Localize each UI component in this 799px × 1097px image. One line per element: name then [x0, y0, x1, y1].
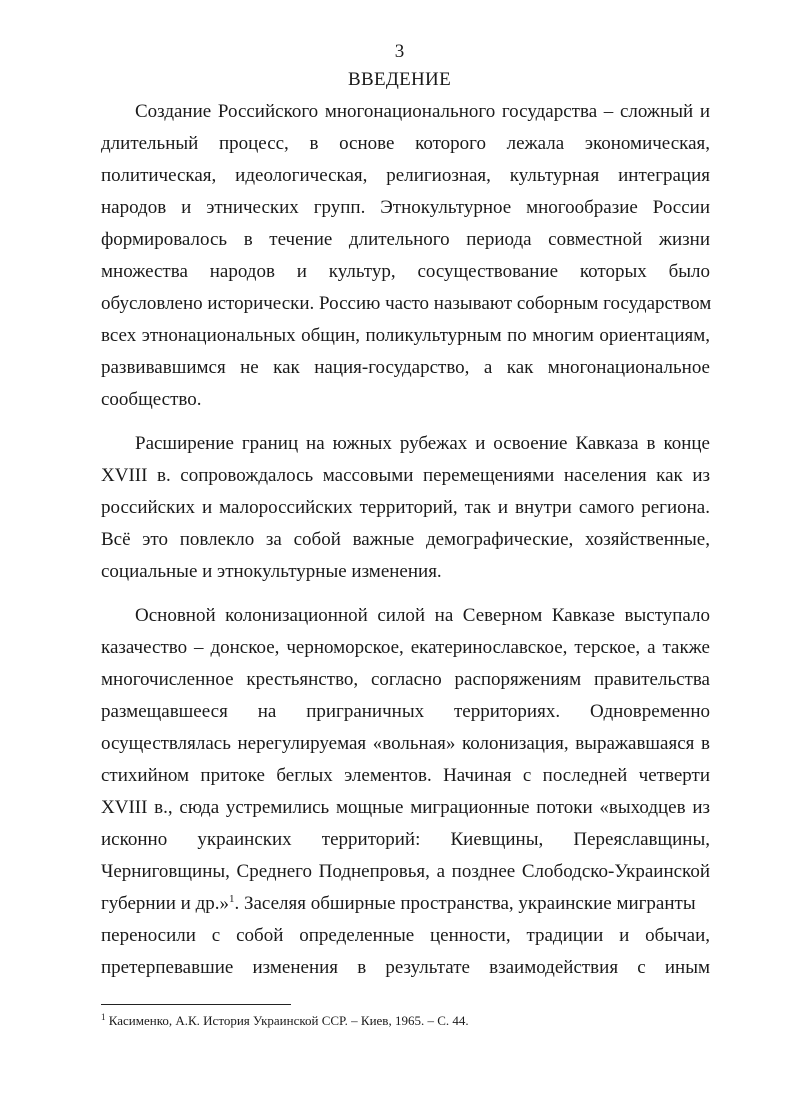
text-line-with-footnote-ref	[101, 888, 710, 920]
text-line: Основной колонизационной силой на Северном Кавказе выступало	[135, 605, 710, 626]
text-line: обусловлено исторически. Россию часто называют соборным государством	[101, 293, 712, 314]
paragraph-1	[101, 96, 710, 416]
text-line: социальные и этнокультурные изменения.	[101, 561, 442, 582]
footnote-divider	[101, 1004, 291, 1005]
text-line: длительный процесс, в основе которого лежала экономическая,	[101, 133, 710, 154]
text-line: российских и малороссийских территорий, так и внутри самого региона.	[101, 497, 710, 518]
text-line: претерпевавшие изменения в результате взаимодействия с иным	[101, 957, 710, 978]
paragraph-2	[101, 428, 710, 588]
footnote	[101, 1012, 469, 1030]
text-line: народов и этнических групп. Этнокультурное многообразие России	[101, 197, 710, 218]
page-number: 3	[394, 41, 405, 62]
text-line: XVIII в. сопровождалось массовыми перемещениями населения как из	[101, 465, 710, 486]
text-line: политическая, идеологическая, религиозная, культурная интеграция	[101, 165, 710, 186]
paragraph-3	[101, 600, 710, 984]
text-segment: . Заселяя обширные пространства, украинские мигранты	[234, 893, 696, 914]
text-line: развивавшимся не как нация-государство, а как многонациональное	[101, 357, 710, 378]
text-line: формировалось в течение длительного периода совместной жизни	[101, 229, 710, 250]
text-line: XVIII в., сюда устремились мощные миграционные потоки «выходцев из	[101, 797, 710, 818]
text-line: осуществлялась нерегулируемая «вольная» колонизация, выражавшаяся в	[101, 733, 710, 754]
footnote-text: Касименко, А.К. История Украинской ССР. – Киев, 1965. – С. 44.	[105, 1013, 469, 1028]
text-line: стихийном притоке беглых элементов. Начиная с последней четверти	[101, 765, 710, 786]
body-text	[101, 96, 710, 984]
footnote-marker: 1	[101, 1012, 106, 1022]
text-line: многочисленное крестьянство, согласно распоряжениям правительства	[101, 669, 710, 690]
footnote-ref[interactable]: 1	[228, 893, 235, 905]
text-line: размещавшееся на приграничных территориях. Одновременно	[101, 701, 710, 722]
text-line: множества народов и культур, сосуществование которых было	[101, 261, 710, 282]
text-line: Создание Российского многонационального государства – сложный и	[135, 101, 710, 122]
text-line: Всё это повлекло за собой важные демографические, хозяйственные,	[101, 529, 710, 550]
text-line: Черниговщины, Среднего Поднепровья, а позднее Слободско-Украинской	[101, 861, 710, 882]
text-line: Расширение границ на южных рубежах и освоение Кавказа в конце	[135, 433, 710, 454]
page-title: ВВЕДЕНИЕ	[348, 69, 451, 90]
text-line: сообщество.	[101, 389, 202, 410]
text-line: всех этнонациональных общин, поликультурным по многим ориентациям,	[101, 325, 710, 346]
text-line: переносили с собой определенные ценности, традиции и обычаи,	[101, 925, 710, 946]
text-line: исконно украинских территорий: Киевщины, Переяславщины,	[101, 829, 710, 850]
text-line: казачество – донское, черноморское, екатеринославское, терское, а также	[101, 637, 710, 658]
text-segment: губернии и др.»	[101, 893, 229, 914]
